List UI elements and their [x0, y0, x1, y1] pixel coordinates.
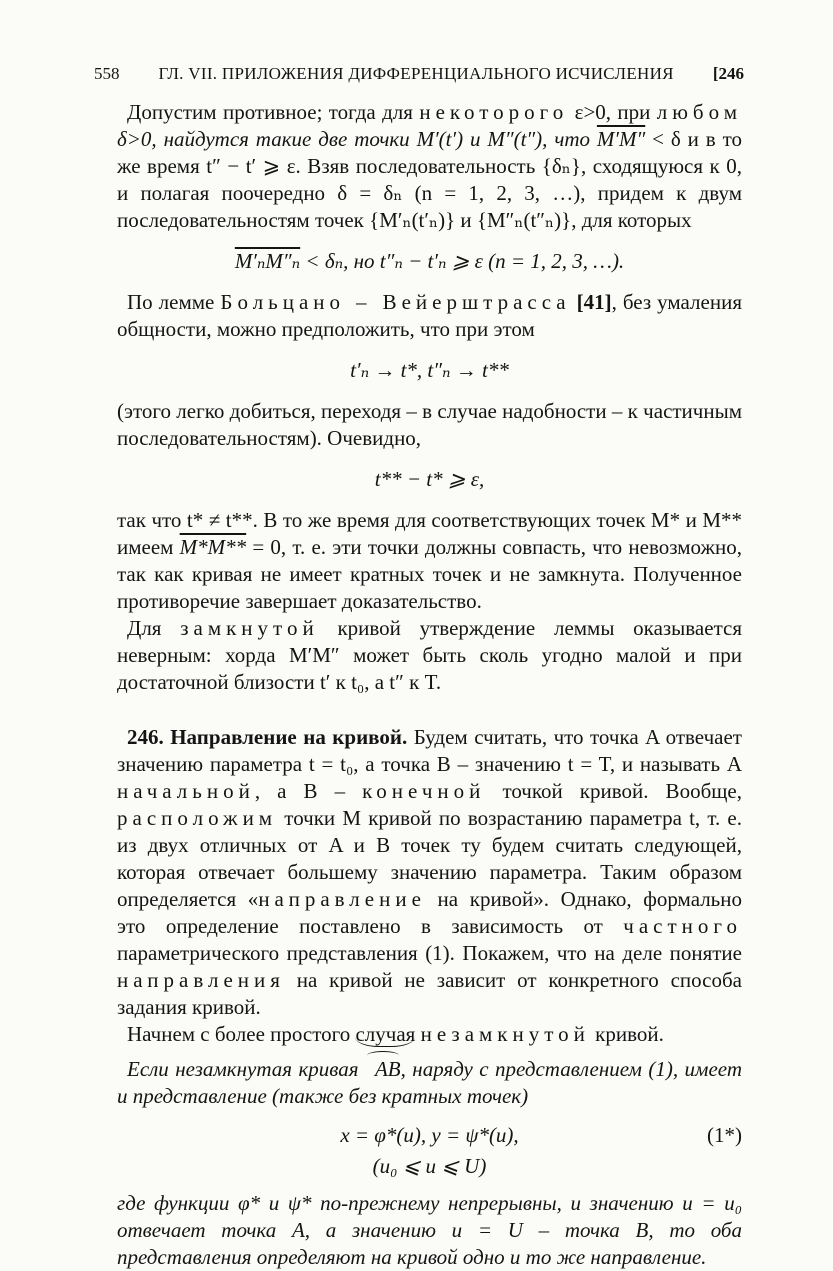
page-body — [117, 99, 742, 1271]
paragraph-nonclosed: Начнем с более простого случая незамкнутой кривой. — [127, 1022, 664, 1046]
paragraph-bolzano: По лемме Больцано – Вейерштрасса [41], без умаления общности, можно предположить, что при этом — [117, 290, 742, 341]
section-246: 246. Направление на кривой. Будем считать, что точка A отвечает значению параметра t = t₀, а точка B – значению t = T, и называть A начальной, а B – конечной точкой кривой. Вообще, расположим точки M кривой по возрастанию параметра t, т. е. из двух отличных от A и B точек ту будем считать следующей, которая отвечает большему значению параметра. Таким образом определяется «направление на кривой». Однако, формально это определение поставлено в зависимость от частного параметрического представления (1). Покажем, что на деле понятие направления на кривой не зависит от конкретного способа задания кривой. — [117, 725, 742, 1019]
formula-inequality: t** − t* ⩾ ε, — [374, 467, 485, 491]
section-246-title: 246. Направление на кривой. — [127, 725, 408, 749]
paragraph-proof: Допустим противное; тогда для некоторого ε>0, при любом δ>0, найдутся такие две точки M′(t′) и M″(t″), что M′M″ < δ и в то же время t″ − t′ ⩾ ε. Взяв последовательность {δₙ}, сходящуюся к 0, и полагая поочередно δ = δₙ (n = 1, 2, 3, …), придем к двум последовательностям точек {M′ₙ(t′ₙ)} и {M″ₙ(t″ₙ)}, для которых — [117, 100, 743, 232]
paragraph-closed-curve: Для замкнутой кривой утверждение леммы оказывается неверным: хорда M′M″ может быть сколь угодно малой и при достаточной близости t′ к t₀, а t″ к T. — [117, 616, 742, 694]
theorem-statement: Если незамкнутая кривая AB, наряду с представлением (1), имеет и представление (также без кратных точек) — [117, 1057, 742, 1108]
running-header — [94, 64, 744, 84]
equation-number: (1*) — [707, 1123, 742, 1147]
section-number: [246 — [712, 64, 744, 83]
chapter-title: ГЛ. VII. ПРИЛОЖЕНИЯ ДИФФЕРЕНЦИАЛЬНОГО ИСЧИСЛЕНИЯ — [158, 64, 674, 83]
paragraph-subsequence: (этого легко добиться, переходя – в случае надобности – к частичным последовательностям). Очевидно, — [117, 399, 742, 450]
paragraph-contradiction: так что t* ≠ t**. В то же время для соответствующих точек M* и M** имеем M*M** = 0, т. е. эти точки должны совпасть, что невозможно, так как кривая не имеет кратных точек и не замкнута. Полученное противоречие завершает доказательство. — [117, 508, 742, 613]
arc-ab: AB — [365, 1056, 401, 1083]
equation-range: (u₀ ⩽ u ⩽ U) — [372, 1154, 487, 1178]
page-number: 558 — [94, 64, 120, 83]
theorem-conclusion: где функции φ* и ψ* по-прежнему непрерывны, и значению u = u₀ отвечает точка A, а значению u = U – точка B, то оба представления определяют на кривой одно и то же направление. — [117, 1191, 742, 1269]
formula-limits: t′ₙ → t*, t″ₙ → t** — [350, 358, 509, 382]
formula-sequence-condition: M′ₙM″ₙ < δₙ, но t″ₙ − t′ₙ ⩾ ε (n = 1, 2, 3, …). — [234, 249, 625, 273]
equation-1-star: x = φ*(u), y = ψ*(u), (1*) — [340, 1123, 742, 1147]
